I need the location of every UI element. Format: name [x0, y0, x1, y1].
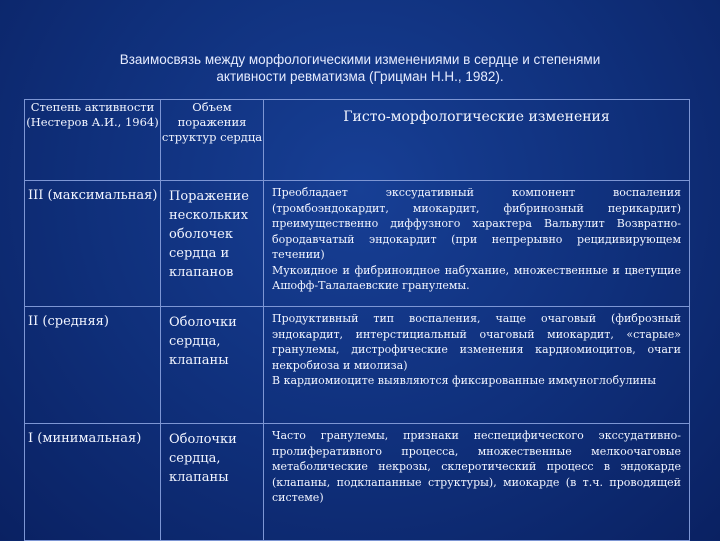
cell-degree: I (минимальная)	[25, 424, 161, 541]
header-histo-changes: Гисто-морфологические изменения	[264, 100, 690, 181]
header-activity-degree: Степень активности (Нестеров А.И., 1964)	[25, 100, 161, 181]
cell-lesion: Оболочки сердца, клапаны	[161, 307, 264, 424]
slide-title-line-1: Взаимосвязь между морфологическими изменениями в сердце и степенями	[119, 52, 601, 67]
cell-histo	[264, 424, 690, 541]
table-row	[25, 424, 690, 541]
slide-title-line-2: активности ревматизма (Грицман Н.Н., 1982).	[216, 69, 504, 84]
histo-paragraph: Продуктивный тип воспаления, чаще очаговый (фиброзный эндокардит, интерстициальный очаговый миокардит, «старые» гранулемы, дистрофические изменения кардиомиоцитов, очаги некробиоза и миолиза)	[272, 312, 681, 372]
histo-paragraph: Преобладает экссудативный компонент воспаления (тромбоэндокардит, миокардит, фибринозный перикардит) преимущественно диффузного характера Вальвулит Возвратно-бородавчатый эндокардит (при непрерывно рецидивирующем течении)	[272, 186, 681, 261]
table-row	[25, 307, 690, 424]
table-header-row	[25, 100, 690, 181]
cell-lesion: Оболочки сердца, клапаны	[161, 424, 264, 541]
cell-histo	[264, 307, 690, 424]
histo-paragraph: Мукоидное и фибриноидное набухание, множественные и цветущие Ашофф-Талалаевские гранулемы.	[272, 263, 681, 292]
histo-paragraph: В кардиомиоците выявляются фиксированные иммуноглобулины	[272, 374, 656, 387]
header-lesion-volume: Объем поражения структур сердца	[161, 100, 264, 181]
slide-title	[40, 51, 680, 85]
cell-degree: II (средняя)	[25, 307, 161, 424]
cell-degree: III (максимальная)	[25, 181, 161, 307]
cell-lesion: Поражение нескольких оболочек сердца и клапанов	[161, 181, 264, 307]
comparison-table	[24, 99, 690, 541]
table-row	[25, 181, 690, 307]
histo-paragraph: Часто гранулемы, признаки неспецифического экссудативно-пролиферативного процесса, множественные мелкоочаговые метаболические некрозы, склеротический процесс в эндокарде (клапаны, подклапанные структуры), миокарде (в т.ч. проводящей системе)	[272, 429, 681, 504]
cell-histo	[264, 181, 690, 307]
